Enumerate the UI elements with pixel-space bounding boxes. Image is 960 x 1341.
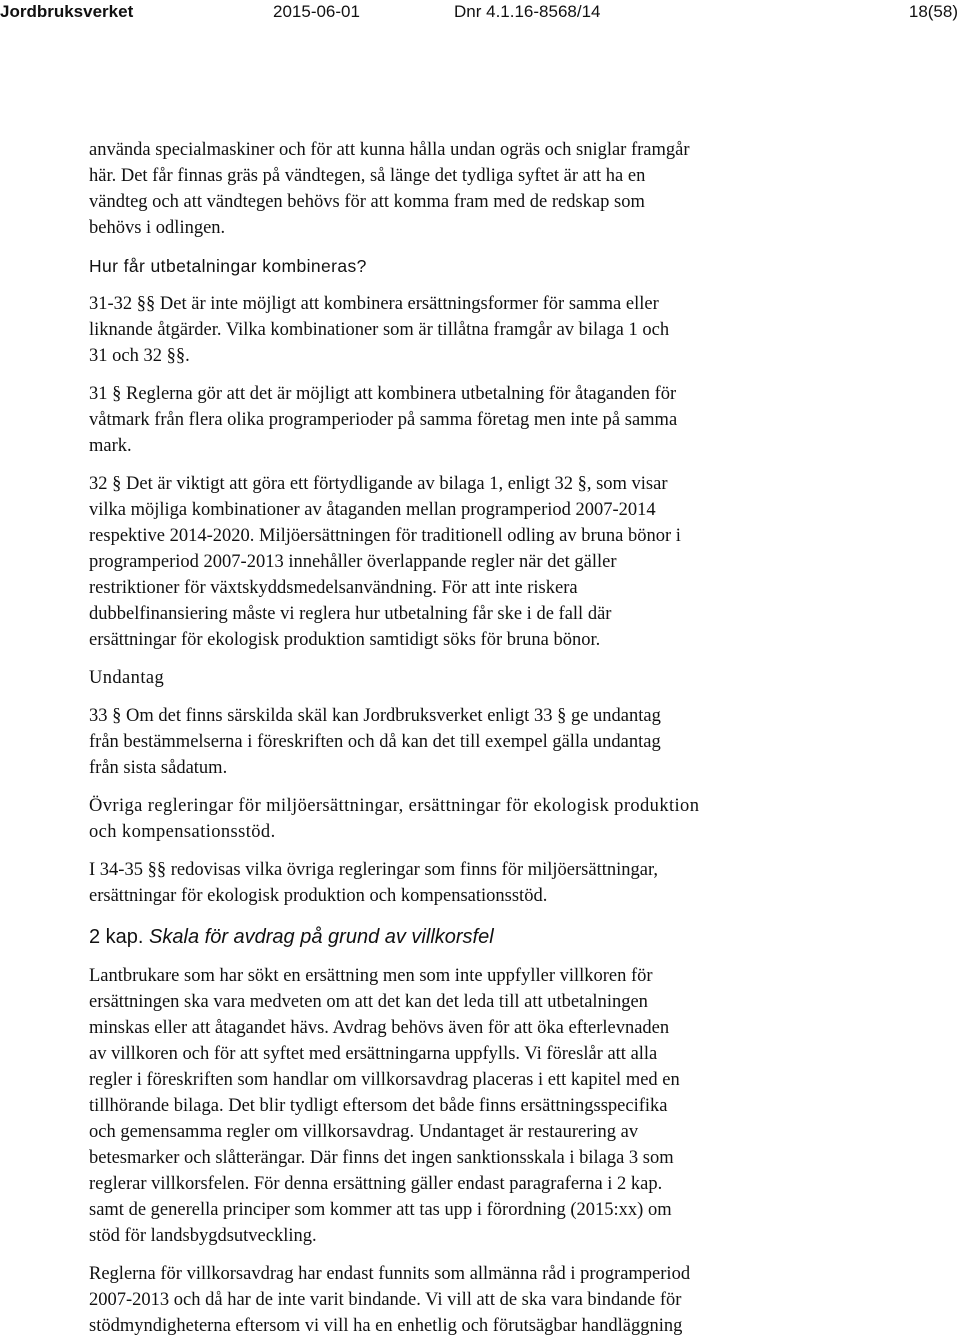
chapter-title: Skala för avdrag på grund av villkorsfel	[149, 926, 494, 948]
header-reference-number: Dnr 4.1.16-8568/14	[454, 2, 601, 21]
chapter-number: 2 kap.	[89, 926, 144, 948]
chapter-heading	[89, 923, 949, 951]
header-page-number: 18(58)	[908, 2, 958, 21]
paragraph-7: Lantbrukare som har sökt en ersättning men som inte uppfyller villkoren för ersättningen ska vara medveten om att det kan det leda till att utbetalningen minskas eller att åtagandet hävs. Avdrag behövs även för att öka efterlevnaden av villkoren och för att syftet med ersättningarna uppfylls. Vi föreslår att alla regler i föreskriften som handlar om villkorsavdrag placeras i ett kapitel med en tillhörande bilaga. Det blir tydligt eftersom det både finns ersättningsspecifika och gemensamma regler om villkorsavdrag. Undantaget är restaurering av betesmarker och slåtterängar. Där finns det ingen sanktionsskala i bilaga 3 som reglerar villkorsfelen. För denna ersättning gäller endast paragraferna i 2 kap. samt de generella principer som kommer att tas upp i förordning (2015:xx) om stöd för landsbygdsutveckling.	[89, 966, 680, 1246]
header-organization: Jordbruksverket	[0, 2, 134, 21]
paragraph-4: 32 § Det är viktigt att göra ett förtydligande av bilaga 1, enligt 32 §, som visar vilka möjliga kombinationer av åtaganden mellan programperiod 2007-2014 respektive 2014-2020. Miljöersättningen för traditionell odling av bruna bönor i programperiod 2007-2013 innehåller överlappande regler när det gäller restriktioner för växtskyddsmedelsanvändning. För att inte riskera dubbelfinansiering måste vi reglera hur utbetalning får ske i de fall där ersättningar för ekologisk produktion samtidigt söks för bruna bönor.	[89, 474, 681, 650]
paragraph-6: I 34-35 §§ redovisas vilka övriga regleringar som finns för miljöersättningar, ersättningar för ekologisk produktion och kompensationsstöd.	[89, 860, 659, 906]
page-header	[0, 0, 960, 24]
subheading-exception: Undantag	[89, 668, 165, 688]
paragraph-2: 31-32 §§ Det är inte möjligt att kombinera ersättningsformer för samma eller liknande åtgärder. Vilka kombinationer som är tillåtna framgår av bilaga 1 och 31 och 32 §§.	[89, 294, 670, 366]
document-body	[89, 137, 949, 1339]
paragraph-3: 31 § Reglerna gör att det är möjligt att kombinera utbetalning för åtaganden för våtmark från flera olika programperioder på samma företag men inte på samma mark.	[89, 384, 678, 456]
paragraph-1: använda specialmaskiner och för att kunna hålla undan ogräs och sniglar framgår här. Det får finnas gräs på vändtegen, så länge det tydliga syftet är att ha en vändteg och att vändtegen behövs för att komma fram med de redskap som behövs i odlingen.	[89, 140, 690, 238]
paragraph-5: 33 § Om det finns särskilda skäl kan Jordbruksverket enligt 33 § ge undantag från bestämmelserna i föreskriften och då kan det till exempel gälla undantag från sista sådatum.	[89, 706, 661, 778]
subheading-combine: Hur får utbetalningar kombineras?	[89, 256, 367, 276]
subheading-other-regulations: Övriga regleringar för miljöersättningar, ersättningar för ekologisk produktion och kompensationsstöd.	[89, 796, 700, 842]
paragraph-8: Reglerna för villkorsavdrag har endast funnits som allmänna råd i programperiod 2007-2013 och då har de inte varit bindande. Vi vill att de ska vara bindande för stödmyndigheterna eftersom vi vill ha en enhetlig och förutsägbar handläggning	[89, 1264, 691, 1336]
header-date: 2015-06-01	[273, 2, 360, 21]
